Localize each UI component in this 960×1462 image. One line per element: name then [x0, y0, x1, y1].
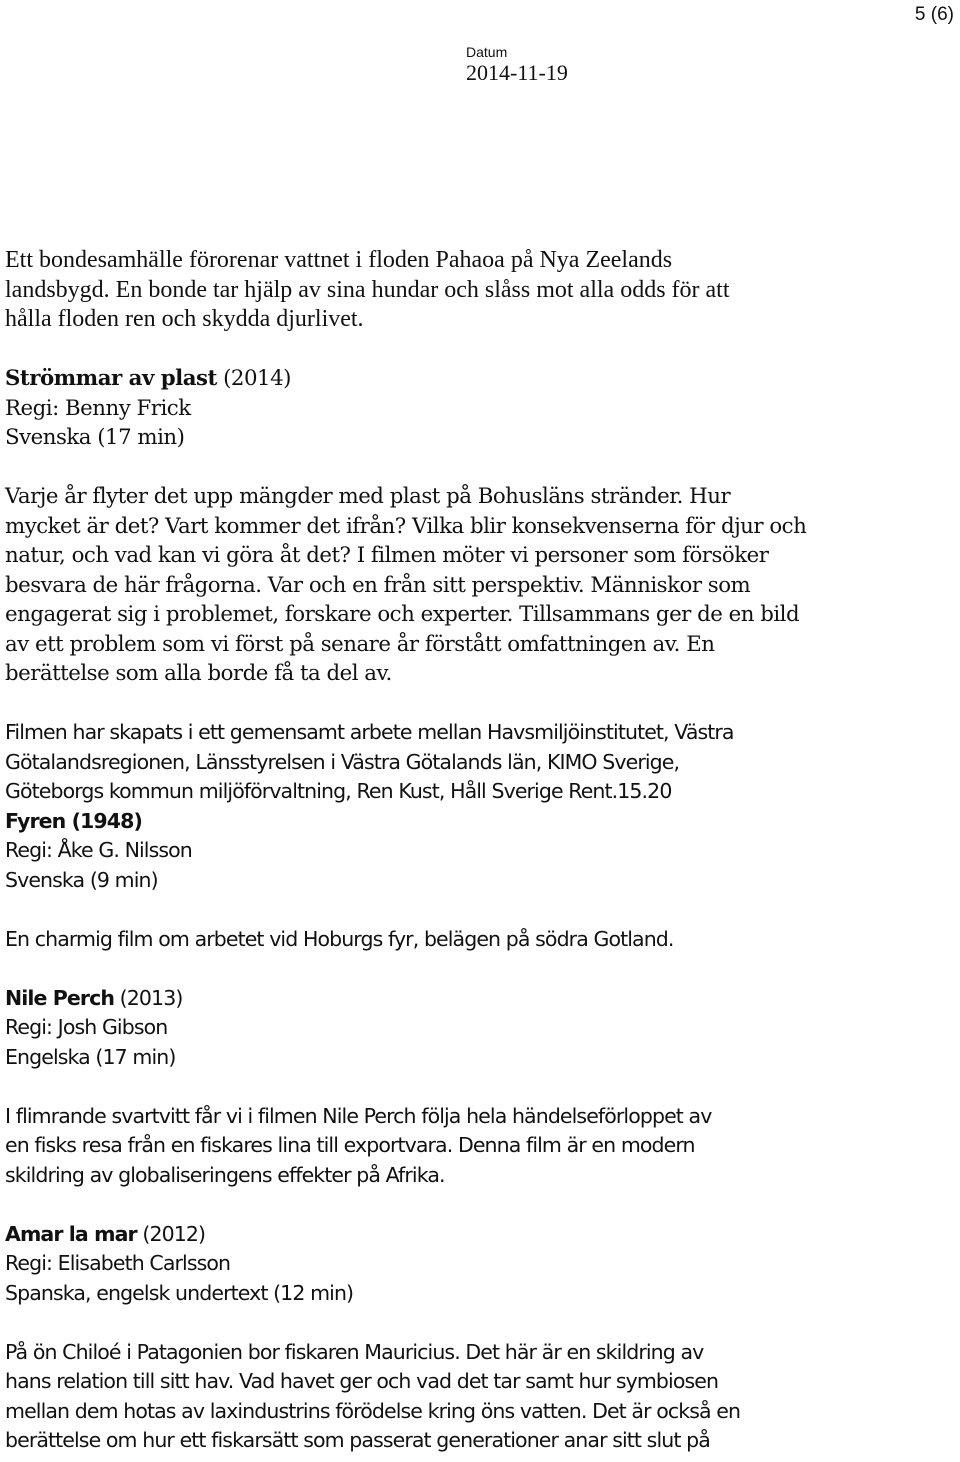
- date-label: Datum: [466, 44, 508, 60]
- film-title: Nile Perch: [5, 985, 115, 1010]
- paragraph-line: en fisks resa från en fiskares lina till exportvara. Denna film är en modern: [5, 1133, 695, 1157]
- film-language: Svenska (9 min): [5, 867, 158, 892]
- paragraph-line: Filmen har skapats i ett gemensamt arbete mellan Havsmiljöinstitutet, Västra: [5, 720, 734, 744]
- film-director: Regi: Benny Frick: [5, 395, 191, 421]
- film-title: Fyren (1948): [5, 808, 142, 833]
- film-entry-heading: [5, 984, 953, 1073]
- film-title: Strömmar av plast: [5, 366, 217, 391]
- film-year: (2013): [119, 985, 183, 1010]
- paragraph-line: av ett problem som vi först på senare år förstått omfattningen av. En: [5, 631, 715, 657]
- paragraph-line: hålla floden ren och skydda djurlivet.: [5, 306, 364, 332]
- film-language: Engelska (17 min): [5, 1044, 176, 1069]
- paragraph-line: I flimrande svartvitt får vi i filmen Nile Perch följa hela händelseförloppet av: [5, 1103, 712, 1128]
- film-title: Amar la mar: [5, 1221, 137, 1246]
- film-title-line: [5, 364, 953, 394]
- film-year: (2014): [223, 366, 291, 391]
- film-title-line: [5, 807, 953, 837]
- paragraph-line: hans relation till sitt hav. Vad havet ger och vad det tar samt hur symbiosen: [5, 1369, 719, 1393]
- paragraph-line: skildring av globaliseringens effekter på Afrika.: [5, 1162, 445, 1187]
- paragraph-line: Göteborgs kommun miljöförvaltning, Ren Kust, Håll Sverige Rent.15.20: [5, 779, 672, 803]
- film-description: [5, 1102, 953, 1191]
- paragraph-line: Varje år flyter det upp mängder med plast på Bohusläns stränder. Hur: [5, 484, 731, 509]
- film-year: (2012): [142, 1221, 206, 1246]
- film-entry-heading: [5, 807, 953, 896]
- intro-paragraph: [5, 246, 953, 335]
- paragraph-line: Ett bondesamhälle förorenar vattnet i floden Pahaoa på Nya Zeelands: [5, 247, 673, 273]
- film-description: [5, 1338, 953, 1456]
- paragraph-line: Götalandsregionen, Länsstyrelsen i Västra Götalands län, KIMO Sverige,: [5, 749, 680, 774]
- page-number: 5 (6): [914, 4, 954, 25]
- paragraph-line: natur, och vad kan vi göra åt det? I filmen möter vi personer som försöker: [5, 543, 769, 568]
- document-body: [5, 246, 953, 1456]
- paragraph-line: berättelse om hur ett fiskarsätt som passerat generationer anar sitt slut på: [5, 1428, 710, 1452]
- film-entry-heading: [5, 364, 953, 453]
- film-director: Regi: Elisabeth Carlsson: [5, 1251, 231, 1275]
- paragraph-line: berättelse som alla borde få ta del av.: [5, 661, 392, 686]
- paragraph-line: mycket är det? Vart kommer det ifrån? Vilka blir konsekvenserna för djur och: [5, 513, 807, 539]
- paragraph-line: engagerat sig i problemet, forskare och experter. Tillsammans ger de en bild: [5, 602, 800, 627]
- paragraph-line: landsbygd. En bonde tar hjälp av sina hundar och slåss mot alla odds för att: [5, 276, 730, 303]
- paragraph-line: På ön Chiloé i Patagonien bor fiskaren Mauricius. Det här är en skildring av: [5, 1339, 704, 1364]
- film-language: Svenska (17 min): [5, 425, 185, 450]
- date-value: 2014-11-19: [466, 60, 568, 85]
- film-language: Spanska, engelsk undertext (12 min): [5, 1280, 354, 1305]
- film-title-line: [5, 984, 953, 1014]
- film-director: Regi: Josh Gibson: [5, 1015, 168, 1039]
- film-credits: [5, 718, 953, 807]
- film-description: [5, 482, 953, 689]
- film-entry-heading: [5, 1220, 953, 1309]
- film-title-line: [5, 1220, 953, 1250]
- film-director: Regi: Åke G. Nilsson: [5, 838, 192, 862]
- film-description: [5, 925, 953, 955]
- paragraph-line: besvara de här frågorna. Var och en från sitt perspektiv. Människor som: [5, 572, 751, 598]
- paragraph-line: mellan dem hotas av laxindustrins förödelse kring öns vatten. Det är också en: [5, 1398, 741, 1423]
- paragraph-line: En charmig film om arbetet vid Hoburgs fyr, belägen på södra Gotland.: [5, 926, 674, 951]
